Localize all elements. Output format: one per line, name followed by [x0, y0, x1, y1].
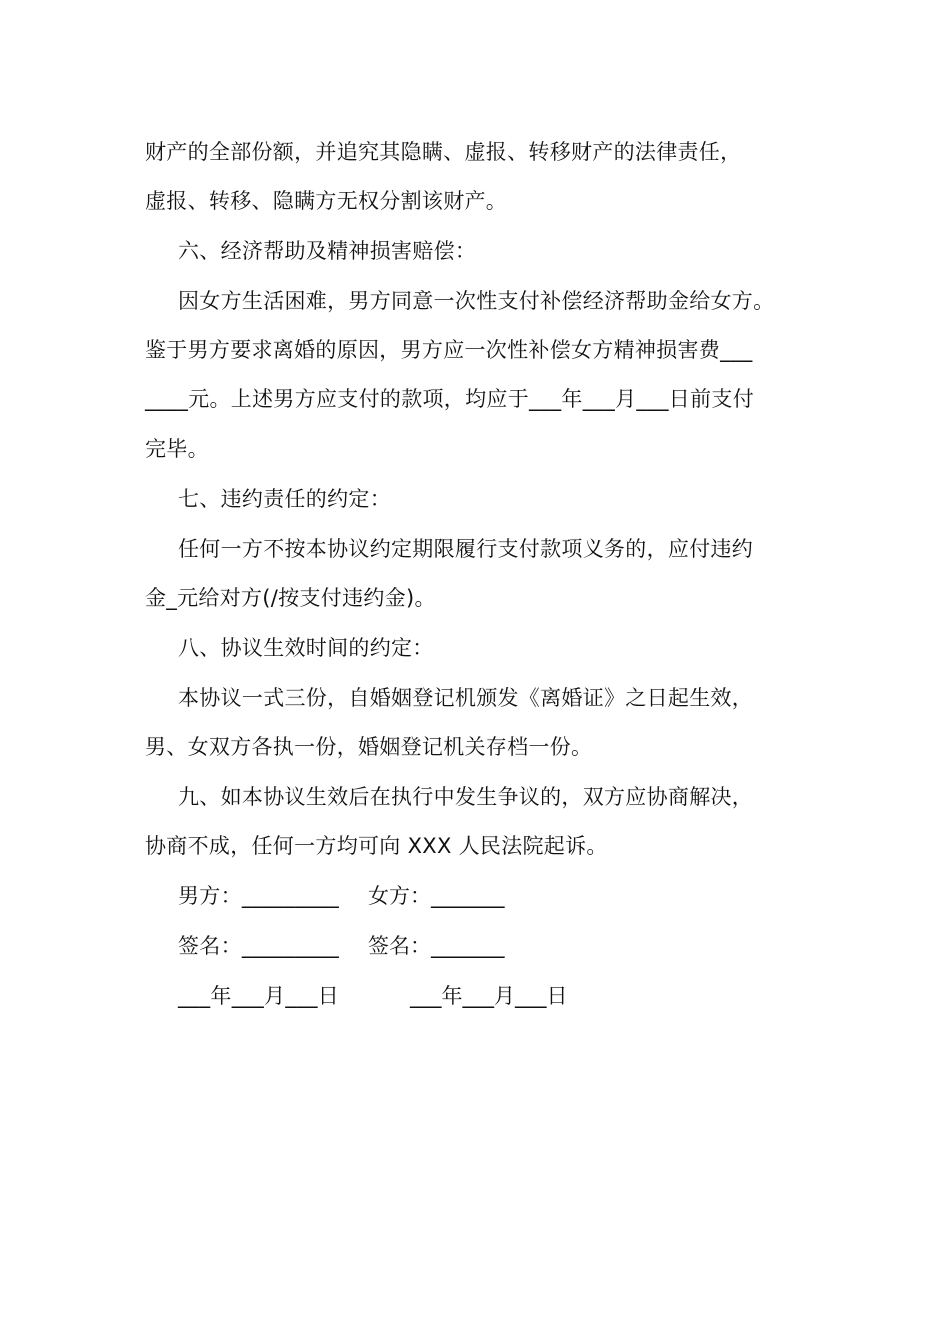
male-signature-field: 签名：_________: [178, 934, 340, 958]
text-line-10: 金_元给对方(/按支付违约金)。: [145, 586, 436, 610]
section-heading-8: 八、协议生效时间的约定：: [178, 636, 434, 660]
text-line-15: 协商不成，任何一方均可向 XXX 人民法院起诉。: [145, 834, 608, 858]
text-line-9: 任何一方不按本协议约定期限履行支付款项义务的，应付违约: [178, 537, 754, 561]
section-heading-7: 七、违约责任的约定：: [178, 487, 391, 511]
text-line-13: 男、女双方各执一份，婚姻登记机关存档一份。: [145, 735, 593, 759]
text-line-1: 财产的全部份额，并追究其隐瞒、虚报、转移财产的法律责任，: [145, 140, 742, 164]
section-heading-9: 九、如本协议生效后在执行中发生争议的，双方应协商解决，: [178, 785, 754, 809]
female-signature-field: 签名：_______: [368, 934, 505, 958]
text-line-12: 本协议一式三份，自婚姻登记机颁发《离婚证》之日起生效，: [178, 686, 754, 710]
section-heading-6: 六、经济帮助及精神损害赔偿：: [178, 239, 477, 263]
male-date-field: ___年___月___日: [178, 984, 340, 1008]
text-line-2: 虚报、转移、隐瞒方无权分割该财产。: [145, 189, 508, 213]
text-line-5: 鉴于男方要求离婚的原因，男方应一次性补偿女方精神损害费___: [145, 338, 753, 362]
female-date-field: ___年___月___日: [410, 984, 568, 1008]
text-line-4: 因女方生活困难，男方同意一次性支付补偿经济帮助金给女方。: [178, 289, 775, 313]
female-party-field: 女方：_______: [368, 884, 505, 908]
text-line-7: 完毕。: [145, 437, 209, 461]
male-party-field: 男方：_________: [178, 884, 340, 908]
text-line-6: ____元。上述男方应支付的款项，均应于___年___月___日前支付: [145, 387, 754, 411]
